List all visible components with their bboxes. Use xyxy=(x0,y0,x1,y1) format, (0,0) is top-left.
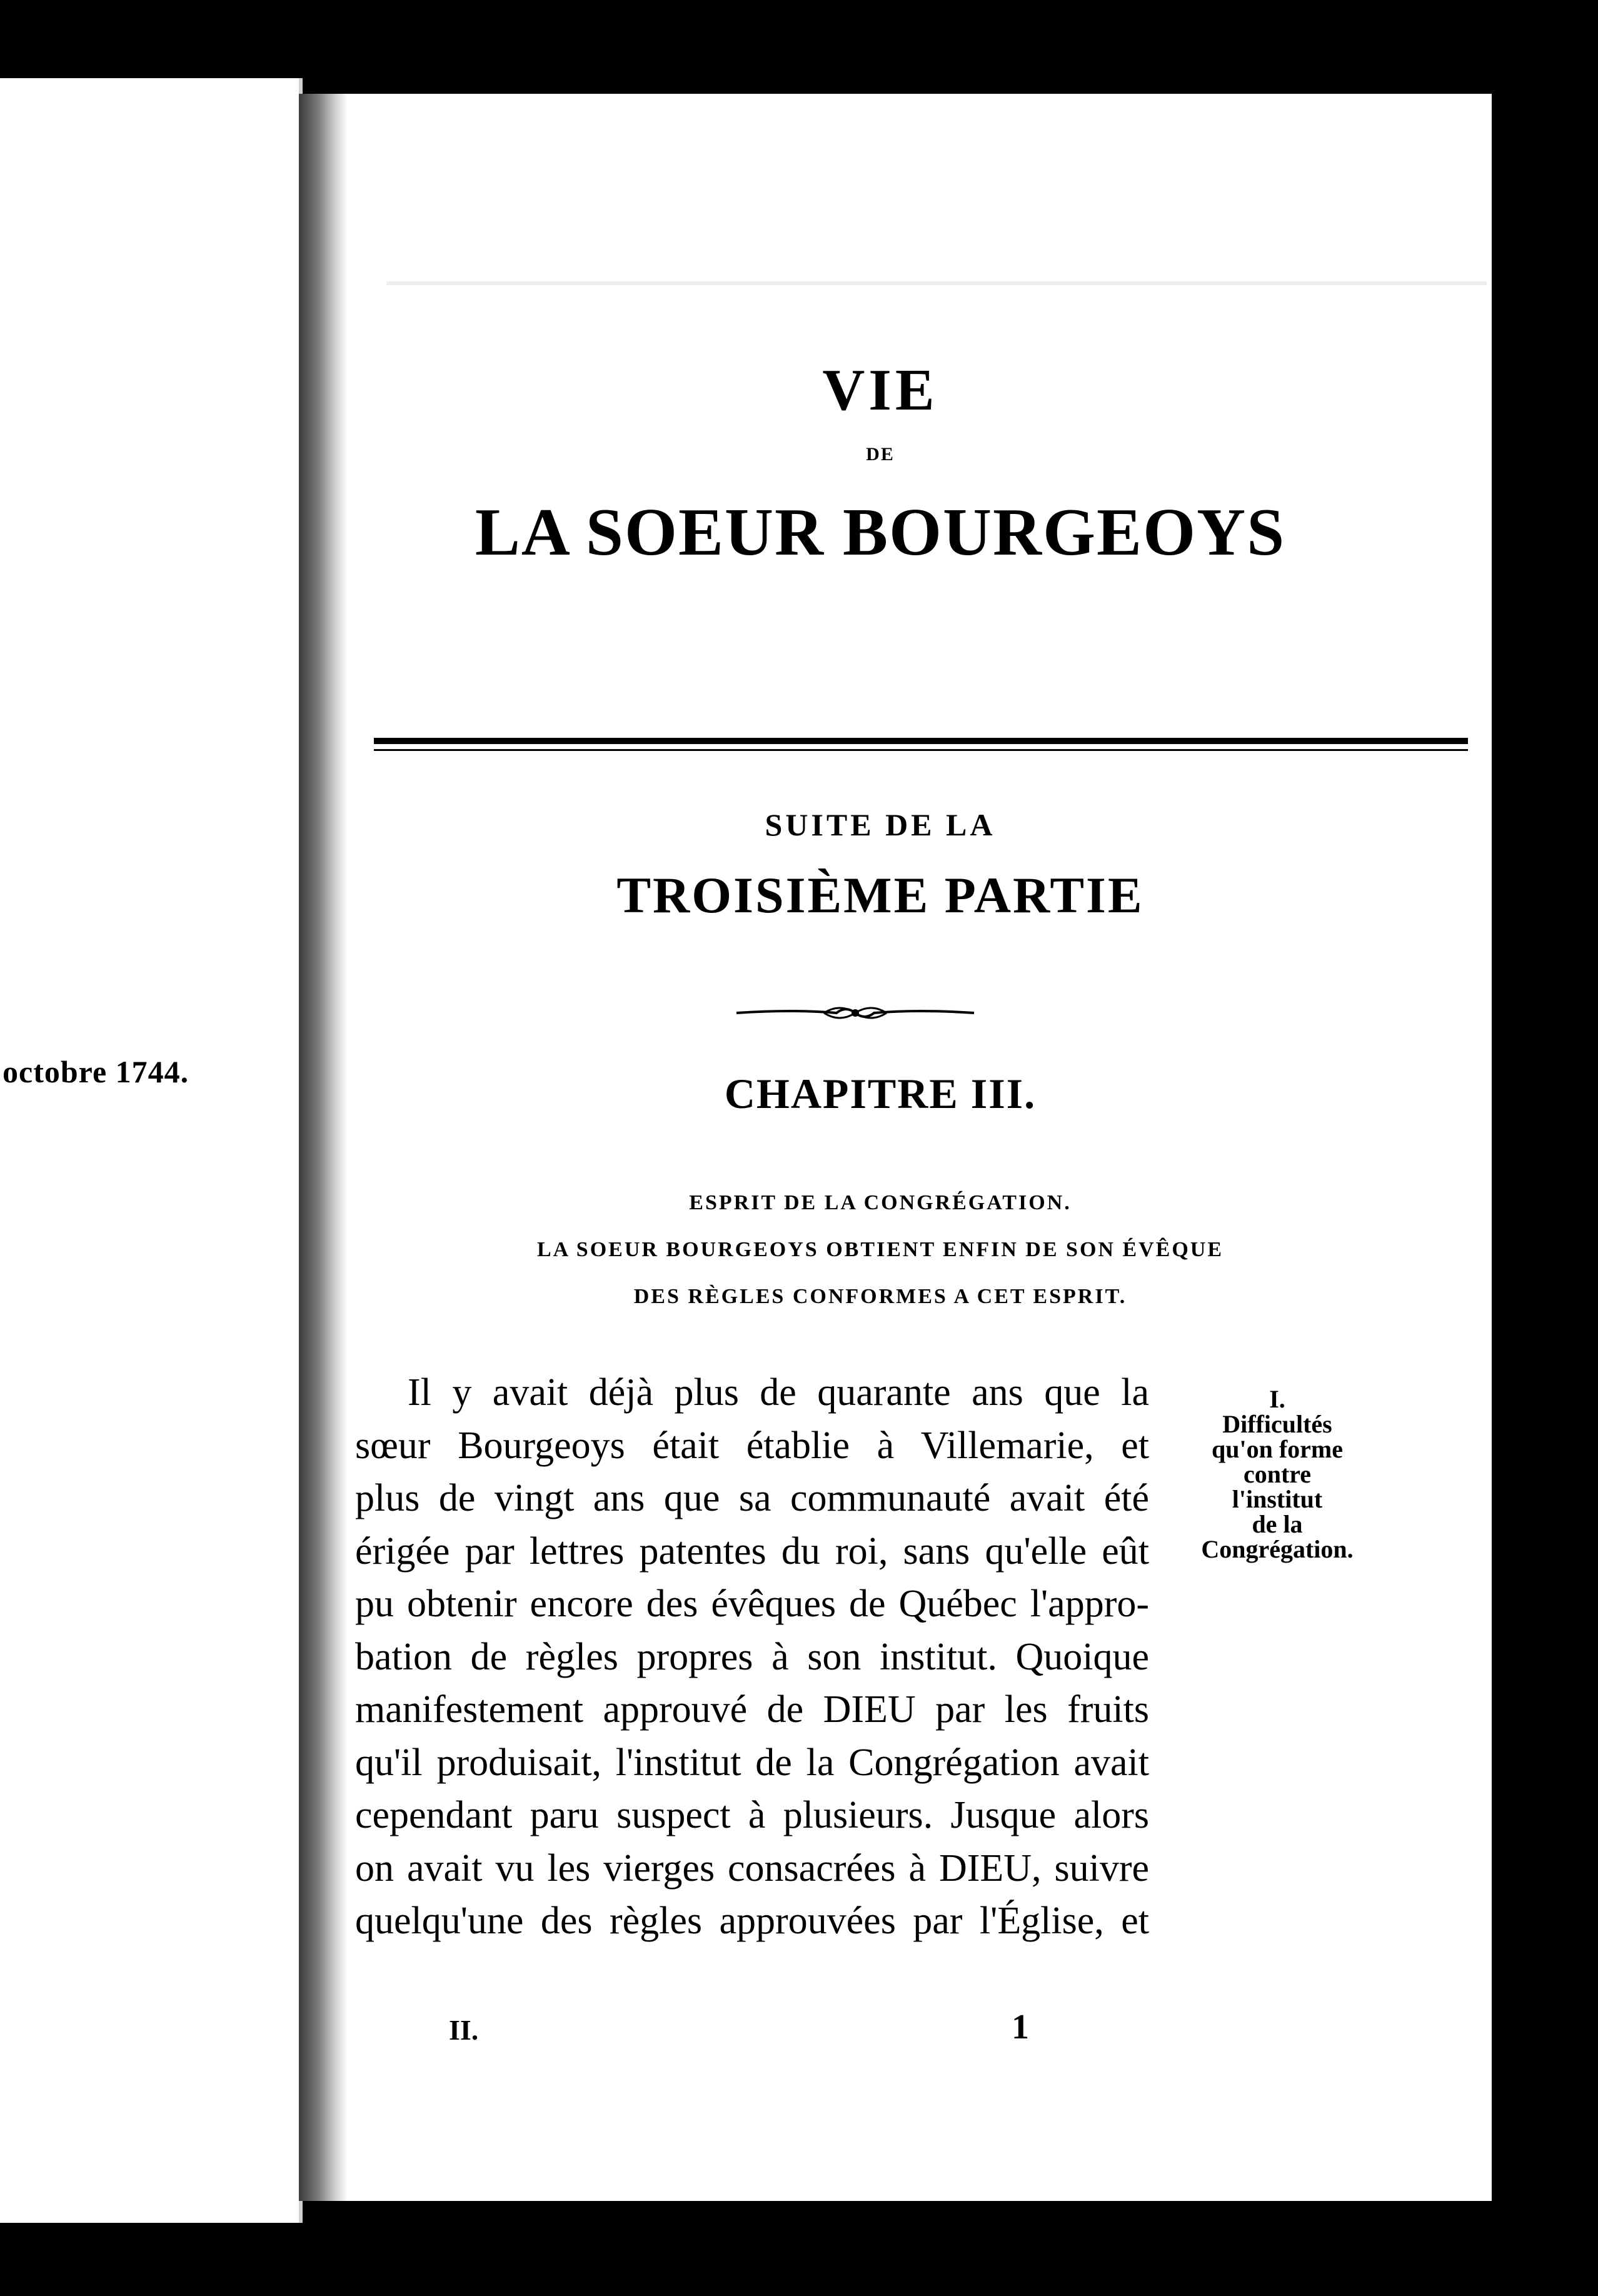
chapter-summary-line: LA SOEUR BOURGEOYS OBTIENT ENFIN DE SON ÉVÊQUE xyxy=(536,1238,1224,1261)
body-line: qu'il produisait, l'institut de la Congrégation avait xyxy=(355,1741,1149,1784)
bleed-through xyxy=(386,281,1487,285)
body-line: sœur Bourgeoys était établie à Villemarie, et xyxy=(355,1424,1149,1467)
part-suite: SUITE DE LA xyxy=(765,807,996,842)
book-page xyxy=(299,94,1492,2201)
body-line: manifestement approuvé de DIEU par les fruits xyxy=(355,1688,1149,1731)
body-line: pu obtenir encore des évêques de Québec l'appro- xyxy=(355,1583,1149,1625)
title-vie: VIE xyxy=(822,358,938,423)
part-title: TROISIÈME PARTIE xyxy=(616,867,1144,924)
body-line: quelqu'une des règles approuvées par l'Église, et xyxy=(355,1900,1149,1942)
chapter-summary-line: ESPRIT DE LA CONGRÉGATION. xyxy=(689,1191,1072,1214)
side-note-line: qu'on forme xyxy=(1212,1435,1343,1463)
body-line: érigée par lettres patentes du roi, sans qu'elle eût xyxy=(355,1529,1149,1573)
body-line: bation de règles propres à son institut. Quoique xyxy=(355,1635,1149,1678)
side-note-line: Difficultés xyxy=(1222,1410,1332,1438)
ornament-icon xyxy=(730,1000,980,1025)
signature-mark: II. xyxy=(449,2014,479,2046)
left-page xyxy=(0,78,303,2223)
body-text xyxy=(355,1366,1149,1948)
body-line: plus de vingt ans que sa communauté avait été xyxy=(355,1477,1149,1519)
left-margin-note: octobre 1744. xyxy=(3,1054,189,1089)
body-line: Il y avait déjà plus de quarante ans que la xyxy=(408,1371,1149,1414)
body-line: cependant paru suspect à plusieurs. Jusque alors xyxy=(355,1794,1149,1836)
title-name: LA SOEUR BOURGEOYS xyxy=(475,495,1286,570)
page-number: 1 xyxy=(1012,2008,1029,2047)
side-note-line: l'institut xyxy=(1232,1485,1323,1513)
body-line: on avait vu les vierges consacrées à DIEU, suivre xyxy=(355,1846,1149,1890)
title-rule-thick xyxy=(374,738,1468,744)
chapter-title: CHAPITRE III. xyxy=(724,1070,1037,1117)
side-note-line: Congrégation. xyxy=(1201,1535,1354,1563)
side-note-number: I. xyxy=(1269,1385,1285,1413)
side-note-line: de la xyxy=(1252,1510,1303,1538)
title-de: DE xyxy=(866,444,895,465)
chapter-summary-line: DES RÈGLES CONFORMES A CET ESPRIT. xyxy=(633,1285,1127,1308)
side-note xyxy=(1165,1387,1390,1562)
side-note-line: contre xyxy=(1243,1460,1312,1488)
page-gutter-shadow xyxy=(299,94,348,2201)
title-rule-thin xyxy=(374,749,1468,751)
